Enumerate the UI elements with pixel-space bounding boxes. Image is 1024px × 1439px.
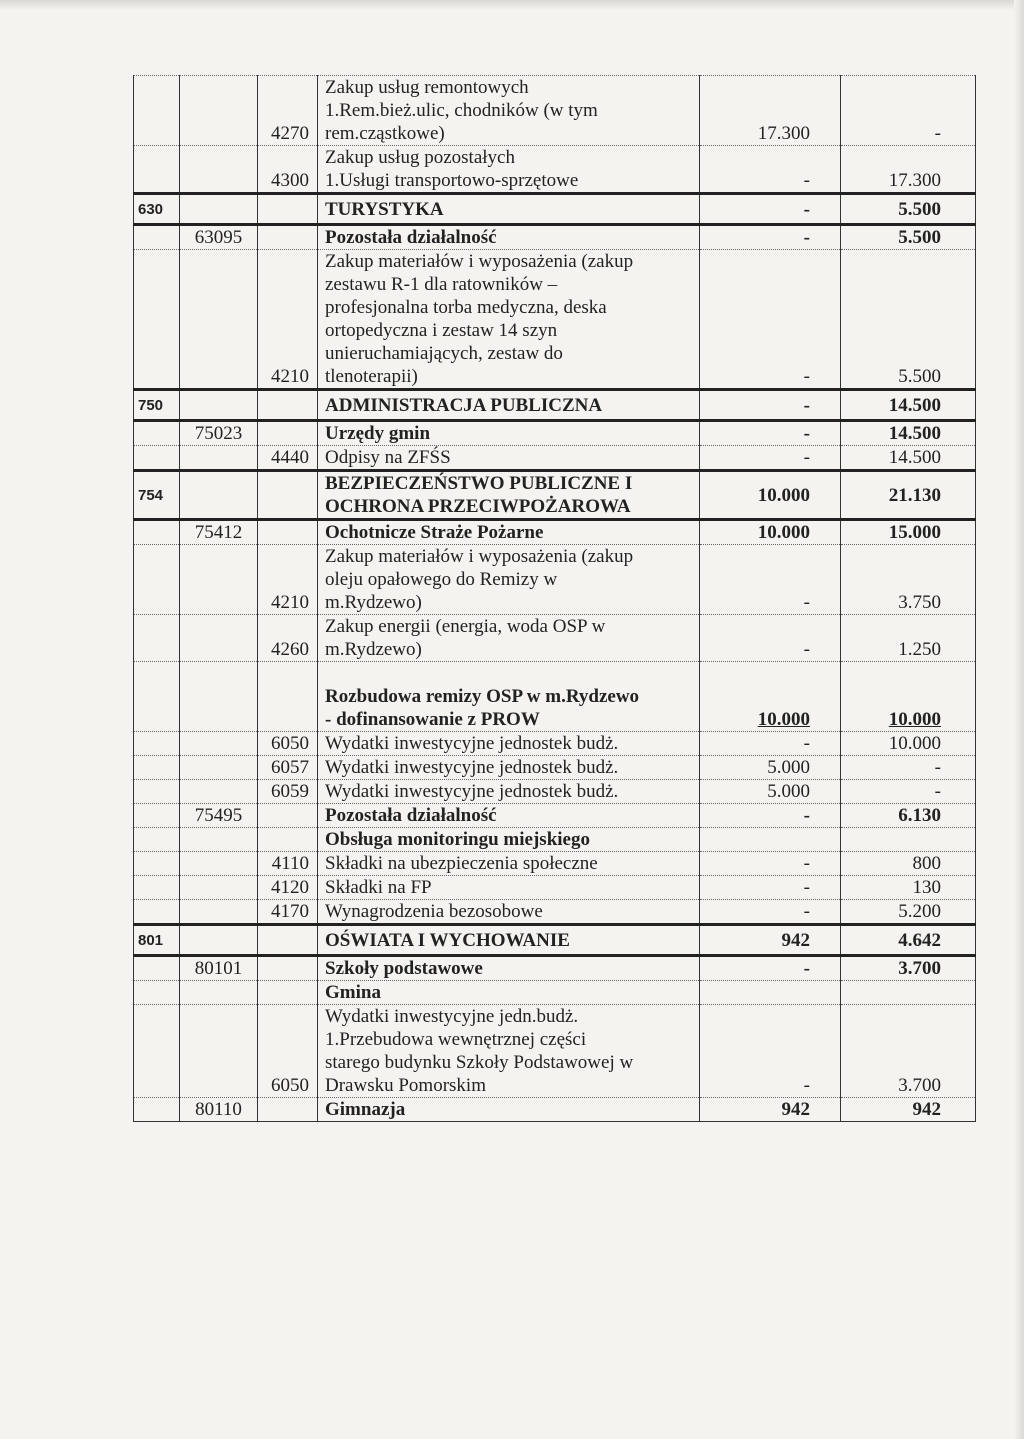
- description-cell: [318, 662, 700, 732]
- description-line: Gmina: [325, 982, 381, 1003]
- increase-amount-cell: [841, 981, 976, 1005]
- chapter-number-cell: [180, 146, 258, 194]
- paragraph-number-cell: [258, 981, 318, 1005]
- description-cell: [318, 76, 700, 146]
- decrease-amount-cell: 10.000: [700, 662, 841, 732]
- increase-amount-cell: 14.500: [841, 421, 976, 446]
- description-cell: [318, 925, 700, 956]
- description-cell: [318, 615, 700, 662]
- budget-table: [133, 75, 976, 1122]
- description-line: starego budynku Szkoły Podstawowej w: [325, 1052, 634, 1073]
- description-line: [325, 662, 696, 685]
- table-row: [134, 545, 976, 615]
- table-row: [134, 146, 976, 194]
- description-cell: [318, 421, 700, 446]
- description-cell: [318, 732, 700, 756]
- increase-amount-cell: [841, 828, 976, 852]
- decrease-amount-cell: -: [700, 250, 841, 390]
- table-row: [134, 615, 976, 662]
- chapter-row: [134, 225, 976, 250]
- paragraph-number-cell: 4270: [258, 76, 318, 146]
- table-row: [134, 250, 976, 390]
- paragraph-number-cell: [258, 662, 318, 732]
- chapter-number-cell: [180, 390, 258, 421]
- section-number-cell: [134, 900, 180, 925]
- paragraph-number-cell: [258, 956, 318, 981]
- decrease-amount-cell: 10.000: [700, 471, 841, 520]
- section-row: [134, 194, 976, 225]
- decrease-amount-cell: -: [700, 804, 841, 828]
- description-line: m.Rydzewo): [325, 592, 422, 613]
- increase-amount-cell: 14.500: [841, 446, 976, 471]
- table-row: [134, 662, 976, 732]
- description-line: zestawu R-1 dla ratowników –: [325, 274, 558, 295]
- decrease-amount-cell: 942: [700, 925, 841, 956]
- increase-amount-cell: 5.500: [841, 250, 976, 390]
- description-line: m.Rydzewo): [325, 639, 422, 660]
- description-line: Pozostała działalność: [325, 805, 497, 826]
- description-cell: [318, 956, 700, 981]
- chapter-row: [134, 804, 976, 828]
- decrease-amount-cell: -: [700, 900, 841, 925]
- description-line: Zakup energii (energia, woda OSP w: [325, 616, 606, 637]
- section-number-cell: [134, 662, 180, 732]
- section-number-cell: [134, 956, 180, 981]
- section-number-cell: [134, 421, 180, 446]
- paragraph-number-cell: [258, 390, 318, 421]
- decrease-amount-cell: -: [700, 1005, 841, 1098]
- paragraph-number-cell: 4210: [258, 250, 318, 390]
- decrease-amount-cell: -: [700, 852, 841, 876]
- increase-amount-cell: 15.000: [841, 520, 976, 545]
- section-number-cell: [134, 615, 180, 662]
- chapter-number-cell: [180, 662, 258, 732]
- paragraph-number-cell: 4300: [258, 146, 318, 194]
- description-line: Zakup materiałów i wyposażenia (zakup: [325, 251, 634, 272]
- decrease-amount-cell: -: [700, 225, 841, 250]
- description-line: 1.Rem.bież.ulic, chodników (w tym: [325, 100, 598, 121]
- description-cell: [318, 1005, 700, 1098]
- description-cell: [318, 900, 700, 925]
- decrease-amount-cell: -: [700, 390, 841, 421]
- description-line: unieruchamiających, zestaw do: [325, 343, 563, 364]
- paragraph-number-cell: [258, 225, 318, 250]
- description-cell: [318, 756, 700, 780]
- scan-edge-right: [1014, 0, 1024, 1439]
- description-line: BEZPIECZEŃSTWO PUBLICZNE I: [325, 473, 633, 494]
- decrease-amount-cell: -: [700, 615, 841, 662]
- increase-amount-cell: 14.500: [841, 390, 976, 421]
- decrease-amount-cell: -: [700, 421, 841, 446]
- paragraph-number-cell: 6050: [258, 1005, 318, 1098]
- description-line: Obsługa monitoringu miejskiego: [325, 829, 590, 850]
- decrease-amount-cell: -: [700, 446, 841, 471]
- description-line: ortopedyczna i zestaw 14 szyn: [325, 320, 558, 341]
- paragraph-number-cell: 4170: [258, 900, 318, 925]
- chapter-row: [134, 520, 976, 545]
- paragraph-number-cell: 6050: [258, 732, 318, 756]
- chapter-number-cell: [180, 852, 258, 876]
- description-line: oleju opałowego do Remizy w: [325, 569, 558, 590]
- description-cell: [318, 225, 700, 250]
- description-cell: [318, 1098, 700, 1122]
- increase-amount-cell: 800: [841, 852, 976, 876]
- description-line: Rozbudowa remizy OSP w m.Rydzewo: [325, 686, 640, 707]
- paragraph-number-cell: 4110: [258, 852, 318, 876]
- chapter-number-cell: [180, 925, 258, 956]
- increase-amount-cell: -: [841, 76, 976, 146]
- decrease-amount-cell: 10.000: [700, 520, 841, 545]
- decrease-amount-cell: -: [700, 146, 841, 194]
- section-number-cell: [134, 1005, 180, 1098]
- chapter-number-cell: 75495: [180, 804, 258, 828]
- paragraph-number-cell: 4260: [258, 615, 318, 662]
- paragraph-number-cell: [258, 421, 318, 446]
- chapter-row: [134, 956, 976, 981]
- increase-amount-cell: 17.300: [841, 146, 976, 194]
- chapter-number-cell: [180, 981, 258, 1005]
- increase-amount-cell: -: [841, 780, 976, 804]
- increase-amount-cell: 6.130: [841, 804, 976, 828]
- table-row: [134, 756, 976, 780]
- chapter-number-cell: [180, 471, 258, 520]
- description-line: Zakup materiałów i wyposażenia (zakup: [325, 546, 634, 567]
- description-cell: [318, 471, 700, 520]
- decrease-amount-cell: -: [700, 194, 841, 225]
- decrease-amount-cell: 5.000: [700, 756, 841, 780]
- section-number-cell: [134, 520, 180, 545]
- section-number-cell: [134, 732, 180, 756]
- scan-edge-top: [0, 0, 1024, 10]
- section-number-cell: [134, 225, 180, 250]
- increase-amount-cell: 21.130: [841, 471, 976, 520]
- increase-amount-cell: 5.500: [841, 225, 976, 250]
- description-cell: [318, 876, 700, 900]
- paragraph-number-cell: [258, 194, 318, 225]
- chapter-number-cell: [180, 545, 258, 615]
- decrease-amount-cell: -: [700, 732, 841, 756]
- description-line: Drawsku Pomorskim: [325, 1075, 486, 1096]
- decrease-amount-cell: -: [700, 956, 841, 981]
- section-number-cell: 754: [134, 471, 180, 520]
- description-line: rem.cząstkowe): [325, 123, 445, 144]
- chapter-number-cell: [180, 732, 258, 756]
- description-cell: [318, 780, 700, 804]
- section-row: [134, 471, 976, 520]
- description-line: Wydatki inwestycyjne jednostek budż.: [325, 733, 619, 754]
- paragraph-number-cell: 4210: [258, 545, 318, 615]
- description-line: - dofinansowanie z PROW: [325, 709, 540, 730]
- increase-amount-cell: 10.000: [841, 662, 976, 732]
- decrease-amount-cell: -: [700, 876, 841, 900]
- chapter-row: [134, 421, 976, 446]
- chapter-number-cell: 63095: [180, 225, 258, 250]
- chapter-row: [134, 1098, 976, 1122]
- description-line: Gimnazja: [325, 1099, 406, 1120]
- chapter-number-cell: [180, 876, 258, 900]
- description-cell: [318, 804, 700, 828]
- section-number-cell: [134, 1098, 180, 1122]
- description-cell: [318, 828, 700, 852]
- paragraph-number-cell: 4120: [258, 876, 318, 900]
- paragraph-number-cell: [258, 471, 318, 520]
- increase-amount-cell: 130: [841, 876, 976, 900]
- table-row: [134, 446, 976, 471]
- chapter-number-cell: [180, 194, 258, 225]
- increase-amount-cell: 3.750: [841, 545, 976, 615]
- table-row: [134, 900, 976, 925]
- section-number-cell: [134, 876, 180, 900]
- paragraph-number-cell: 6057: [258, 756, 318, 780]
- section-number-cell: [134, 756, 180, 780]
- description-line: TURYSTYKA: [325, 198, 444, 220]
- paragraph-number-cell: [258, 925, 318, 956]
- description-line: Zakup usług pozostałych: [325, 147, 515, 168]
- decrease-amount-cell: -: [700, 545, 841, 615]
- description-line: Składki na FP: [325, 877, 432, 898]
- table-row: [134, 1005, 976, 1098]
- table-row: [134, 852, 976, 876]
- description-line: OŚWIATA I WYCHOWANIE: [325, 929, 570, 951]
- description-line: 1.Przebudowa wewnętrznej części: [325, 1029, 587, 1050]
- section-number-cell: [134, 828, 180, 852]
- description-cell: [318, 446, 700, 471]
- paragraph-number-cell: [258, 520, 318, 545]
- increase-amount-cell: 1.250: [841, 615, 976, 662]
- chapter-number-cell: [180, 615, 258, 662]
- section-number-cell: 750: [134, 390, 180, 421]
- section-number-cell: [134, 146, 180, 194]
- description-line: Urzędy gmin: [325, 423, 431, 444]
- decrease-amount-cell: 942: [700, 1098, 841, 1122]
- increase-amount-cell: 5.500: [841, 194, 976, 225]
- section-number-cell: [134, 250, 180, 390]
- description-line: Wydatki inwestycyjne jedn.budż.: [325, 1006, 579, 1027]
- section-row: [134, 925, 976, 956]
- table-row: [134, 732, 976, 756]
- description-cell: [318, 981, 700, 1005]
- increase-amount-cell: 3.700: [841, 1005, 976, 1098]
- section-row: [134, 390, 976, 421]
- budget-table-body: [134, 76, 976, 1122]
- description-cell: [318, 194, 700, 225]
- increase-amount-cell: 5.200: [841, 900, 976, 925]
- description-cell: [318, 852, 700, 876]
- paragraph-number-cell: [258, 828, 318, 852]
- decrease-amount-cell: 17.300: [700, 76, 841, 146]
- description-cell: [318, 520, 700, 545]
- section-number-cell: [134, 852, 180, 876]
- table-row: [134, 828, 976, 852]
- chapter-number-cell: [180, 900, 258, 925]
- chapter-number-cell: [180, 828, 258, 852]
- paragraph-number-cell: 4440: [258, 446, 318, 471]
- increase-amount-cell: 3.700: [841, 956, 976, 981]
- description-line: ADMINISTRACJA PUBLICZNA: [325, 394, 603, 416]
- description-line: Odpisy na ZFŚS: [325, 447, 451, 468]
- section-number-cell: [134, 804, 180, 828]
- decrease-amount-cell: [700, 981, 841, 1005]
- section-number-cell: [134, 545, 180, 615]
- description-line: Ochotnicze Straże Pożarne: [325, 522, 544, 543]
- section-number-cell: 801: [134, 925, 180, 956]
- description-cell: [318, 146, 700, 194]
- section-number-cell: [134, 446, 180, 471]
- description-cell: [318, 250, 700, 390]
- table-row: [134, 780, 976, 804]
- description-line: Pozostała działalność: [325, 227, 497, 248]
- increase-amount-cell: 10.000: [841, 732, 976, 756]
- description-line: Wynagrodzenia bezosobowe: [325, 901, 543, 922]
- description-cell: [318, 545, 700, 615]
- description-line: Wydatki inwestycyjne jednostek budż.: [325, 781, 619, 802]
- table-row: [134, 876, 976, 900]
- chapter-number-cell: [180, 1005, 258, 1098]
- table-row: [134, 981, 976, 1005]
- chapter-number-cell: [180, 756, 258, 780]
- chapter-number-cell: [180, 780, 258, 804]
- table-row: [134, 76, 976, 146]
- increase-amount-cell: 942: [841, 1098, 976, 1122]
- description-line: profesjonalna torba medyczna, deska: [325, 297, 607, 318]
- chapter-number-cell: 80101: [180, 956, 258, 981]
- chapter-number-cell: [180, 446, 258, 471]
- increase-amount-cell: -: [841, 756, 976, 780]
- chapter-number-cell: [180, 250, 258, 390]
- section-number-cell: 630: [134, 194, 180, 225]
- paragraph-number-cell: [258, 804, 318, 828]
- section-number-cell: [134, 76, 180, 146]
- description-line: tlenoterapii): [325, 366, 418, 387]
- chapter-number-cell: [180, 76, 258, 146]
- paragraph-number-cell: [258, 1098, 318, 1122]
- decrease-amount-cell: 5.000: [700, 780, 841, 804]
- chapter-number-cell: 80110: [180, 1098, 258, 1122]
- description-line: Zakup usług remontowych: [325, 77, 529, 98]
- description-cell: [318, 390, 700, 421]
- description-line: Wydatki inwestycyjne jednostek budż.: [325, 757, 619, 778]
- paragraph-number-cell: 6059: [258, 780, 318, 804]
- increase-amount-cell: 4.642: [841, 925, 976, 956]
- description-line: 1.Usługi transportowo-sprzętowe: [325, 170, 579, 191]
- description-line: Składki na ubezpieczenia społeczne: [325, 853, 598, 874]
- decrease-amount-cell: [700, 828, 841, 852]
- section-number-cell: [134, 780, 180, 804]
- chapter-number-cell: 75412: [180, 520, 258, 545]
- description-line: Szkoły podstawowe: [325, 958, 483, 979]
- description-line: OCHRONA PRZECIWPOŻAROWA: [325, 496, 631, 517]
- chapter-number-cell: 75023: [180, 421, 258, 446]
- section-number-cell: [134, 981, 180, 1005]
